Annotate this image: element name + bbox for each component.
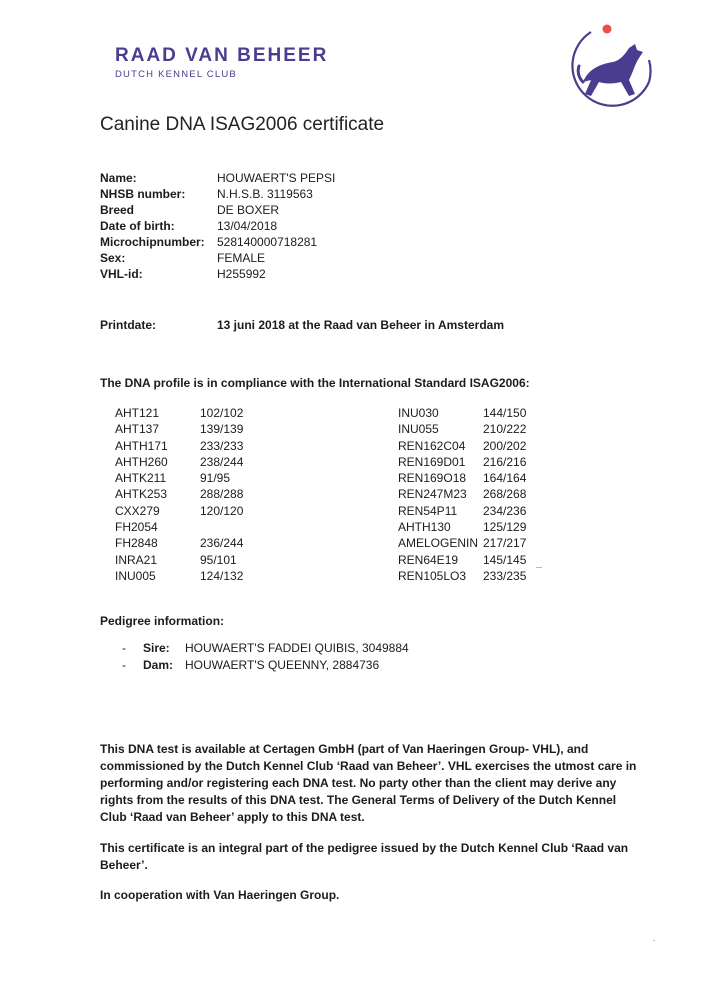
- detail-label: Sex:: [100, 251, 126, 265]
- detail-value: HOUWAERT'S PEPSI: [217, 171, 336, 185]
- detail-value: H255992: [217, 267, 266, 281]
- detail-value: FEMALE: [217, 251, 266, 265]
- marker-row: [115, 405, 243, 421]
- pedigree-value: HOUWAERT'S FADDEI QUIBIS, 3049884: [185, 641, 409, 655]
- marker-name: AHTH171: [115, 438, 168, 453]
- dog-details: [100, 170, 335, 282]
- dna-markers-left: [115, 405, 243, 584]
- marker-name: REN54P11: [398, 503, 458, 518]
- pedigree-label: Dam:: [143, 658, 174, 672]
- detail-label: Breed: [100, 203, 135, 217]
- detail-label: NHSB number:: [100, 187, 186, 201]
- marker-alleles: 91/95: [200, 471, 231, 486]
- marker-row: [398, 438, 526, 454]
- marker-alleles: 102/102: [200, 406, 244, 420]
- scan-speck: [536, 567, 542, 568]
- detail-row: [100, 234, 335, 250]
- marker-row: [398, 470, 526, 486]
- pedigree-item-dam: [122, 657, 409, 674]
- brand-subtitle: DUTCH KENNEL CLUB: [115, 69, 237, 80]
- scan-speck: [653, 940, 655, 941]
- marker-row: [115, 519, 243, 535]
- marker-name: INU005: [115, 568, 156, 583]
- marker-alleles: 124/132: [200, 568, 244, 583]
- pedigree-heading: Pedigree information:: [100, 614, 225, 628]
- marker-row: [398, 519, 526, 535]
- marker-name: FH2054: [115, 520, 158, 535]
- marker-alleles: 145/145: [483, 552, 527, 567]
- marker-row: [115, 486, 243, 502]
- marker-name: REN169O18: [398, 471, 467, 486]
- marker-row: [398, 552, 526, 568]
- printdate-label: Printdate:: [100, 318, 157, 332]
- list-dash: -: [122, 641, 126, 655]
- marker-row: [398, 405, 526, 421]
- detail-row: [100, 218, 335, 234]
- marker-alleles: 233/233: [200, 438, 244, 453]
- marker-alleles: 233/235: [483, 568, 527, 583]
- detail-row: [100, 170, 335, 186]
- detail-label: Name:: [100, 171, 137, 185]
- marker-alleles: 217/217: [483, 536, 527, 551]
- marker-alleles: 120/120: [200, 503, 244, 518]
- marker-name: FH2848: [115, 536, 158, 551]
- marker-alleles: 125/129: [483, 520, 527, 535]
- marker-alleles: 144/150: [483, 406, 527, 420]
- marker-alleles: 236/244: [200, 536, 244, 551]
- marker-name: INU055: [398, 422, 439, 437]
- pedigree-item-sire: [122, 640, 409, 657]
- list-dash: -: [122, 658, 126, 672]
- marker-row: [398, 421, 526, 437]
- dog-circle-logo-icon: [563, 20, 661, 116]
- marker-name: REN162C04: [398, 438, 466, 453]
- marker-name: AHT121: [115, 406, 160, 420]
- marker-name: AHTK253: [115, 487, 168, 502]
- marker-name: REN64E19: [398, 552, 459, 567]
- marker-alleles: 139/139: [200, 422, 244, 437]
- pedigree-label: Sire:: [143, 641, 170, 655]
- dna-markers-right: [398, 405, 526, 584]
- printdate-value: 13 juni 2018 at the Raad van Beheer in Amsterdam: [217, 318, 504, 332]
- marker-alleles: 288/288: [200, 487, 244, 502]
- marker-name: AHTK211: [115, 471, 167, 486]
- pedigree-note-paragraph: This certificate is an integral part of the pedigree issued by the Dutch Kennel Club ‘Raad van Beheer’.: [100, 841, 629, 872]
- detail-label: Microchipnumber:: [100, 235, 205, 249]
- detail-label: VHL-id:: [100, 267, 143, 281]
- disclaimer-paragraph: This DNA test is available at Certagen GmbH (part of Van Haeringen Group- VHL), and commissioned by the Dutch Kennel Club ‘Raad van Beheer’. VHL exercises the utmost care in performing and/or registering each DNA test. No party other than the client may derive any rights from the results of this DNA test. The General Terms of Delivery of the Dutch Kennel Club ‘Raad van Beheer’ apply to this DNA test.: [100, 742, 637, 824]
- marker-name: CXX279: [115, 503, 160, 518]
- detail-value: 13/04/2018: [217, 219, 278, 233]
- marker-row: [398, 454, 526, 470]
- marker-row: [115, 552, 243, 568]
- pedigree-value: HOUWAERT'S QUEENNY, 2884736: [185, 658, 380, 672]
- marker-alleles: 210/222: [483, 422, 527, 437]
- marker-alleles: 164/164: [483, 471, 527, 486]
- dna-profile-heading: The DNA profile is in compliance with the International Standard ISAG2006:: [100, 376, 530, 390]
- marker-name: REN247M23: [398, 487, 467, 502]
- marker-name: INU030: [398, 406, 439, 420]
- marker-name: INRA21: [115, 552, 158, 567]
- detail-value: N.H.S.B. 3119563: [217, 187, 313, 201]
- marker-row: [115, 568, 243, 584]
- marker-name: REN105LO3: [398, 568, 467, 583]
- marker-row: [115, 438, 243, 454]
- detail-label: Date of birth:: [100, 219, 175, 233]
- marker-name: AHTH130: [398, 520, 451, 535]
- marker-row: [115, 421, 243, 437]
- marker-row: [398, 535, 526, 551]
- marker-row: [398, 486, 526, 502]
- detail-value: DE BOXER: [217, 203, 280, 217]
- detail-row: [100, 250, 335, 266]
- marker-row: [398, 568, 526, 584]
- marker-alleles: 268/268: [483, 487, 527, 502]
- page-title: Canine DNA ISAG2006 certificate: [100, 114, 385, 135]
- marker-alleles: 95/101: [200, 552, 237, 567]
- marker-row: [115, 454, 243, 470]
- marker-name: AHTH260: [115, 454, 168, 469]
- marker-alleles: 234/236: [483, 503, 527, 518]
- detail-row: [100, 186, 335, 202]
- marker-row: [115, 503, 243, 519]
- marker-name: AHT137: [115, 422, 160, 437]
- detail-value: 528140000718281: [217, 235, 318, 249]
- marker-alleles: 238/244: [200, 454, 244, 469]
- pedigree-list: [122, 640, 409, 674]
- marker-alleles: 200/202: [483, 438, 527, 453]
- marker-row: [115, 535, 243, 551]
- marker-alleles: 216/216: [483, 454, 527, 469]
- marker-row: [115, 470, 243, 486]
- detail-row: [100, 202, 335, 218]
- cooperation-paragraph: In cooperation with Van Haeringen Group.: [100, 888, 340, 902]
- marker-row: [398, 503, 526, 519]
- marker-name: REN169D01: [398, 454, 466, 469]
- brand-name: RAAD VAN BEHEER: [115, 45, 329, 66]
- detail-row: [100, 266, 335, 282]
- marker-name: AMELOGENIN: [398, 536, 479, 551]
